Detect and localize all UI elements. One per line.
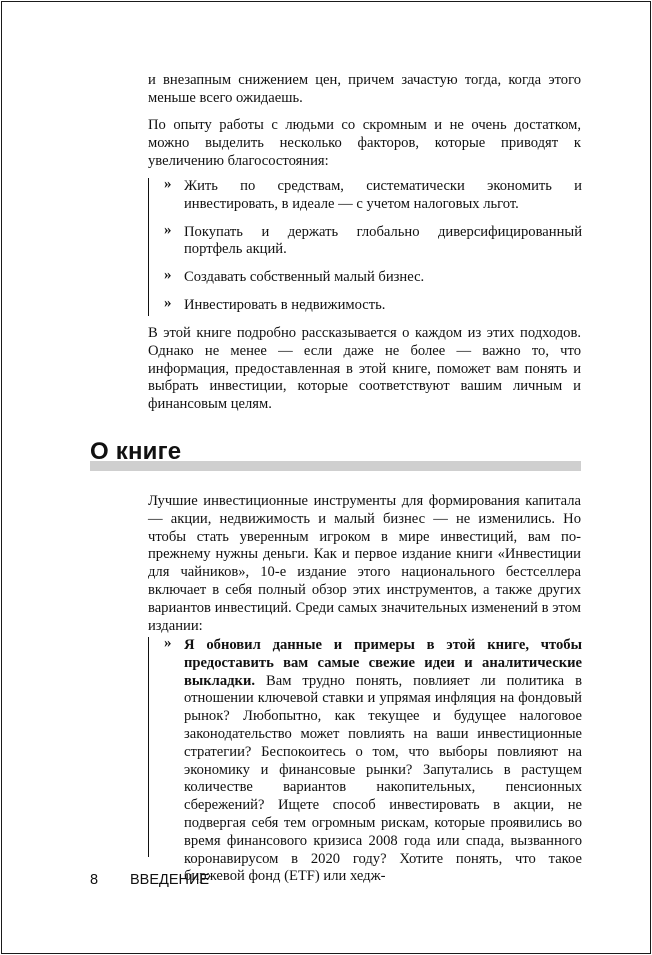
bullet-marker-icon: »: [164, 267, 172, 284]
running-header-section: ВВЕДЕНИЕ: [130, 872, 210, 888]
list-item: [149, 178, 582, 214]
list-item-text: Покупать и держать глобально диверсифицированный портфель акций.: [184, 223, 582, 258]
list-item-text: Инвестировать в недвижимость.: [184, 296, 386, 313]
page-footer: [90, 870, 209, 890]
bullet-list: [148, 178, 582, 316]
list-item-text: Жить по средствам, систематически экономить и инвестировать, в идеале — с учетом налоговых льгот.: [184, 178, 582, 212]
paragraph-3: В этой книге подробно рассказывается о каждом из этих подходов. Однако не менее — если даже не более — важно то, что информация, предоставленная в этой книге, поможет вам понять и выбрать инвестиции, которые соответствуют вашим личным и финансовым целям.: [148, 325, 581, 413]
list-item-lead: Я обновил данные и примеры в этой книге, чтобы предоставить вам самые свежие идеи и аналитические выкладки.: [184, 637, 582, 689]
page-number: 8: [90, 872, 99, 888]
bullet-marker-icon: »: [164, 635, 172, 651]
paragraph-4: Лучшие инвестиционные инструменты для формирования капитала — акции, недвижимость и малый бизнес — не изменились. Но чтобы стать уверенным игроком в мире инвестиций, вам по-прежнему нужны деньги. Как и первое издание книги «Инвестиции для чайников», 10-е издание этого национального бестселлера включает в себя полный обзор этих инструментов, а также других вариантов инвестиций. Среди самых значительных изменений в этом издании:: [148, 493, 581, 634]
paragraph-2: По опыту работы с людьми со скромным и не очень достатком, можно выделить несколько факторов, которые приводят к увеличению благосостояния:: [148, 117, 581, 169]
paragraph-1: и внезапным снижением цен, причем зачастую тогда, когда этого меньше всего ожидаешь.: [148, 72, 581, 106]
bullet-marker-icon: »: [164, 221, 172, 238]
list-item: [149, 294, 582, 315]
section-heading: О книге: [90, 438, 182, 465]
bullet-marker-icon: »: [164, 176, 172, 192]
bullet-marker-icon: »: [164, 294, 172, 311]
list-item: [149, 221, 582, 260]
list-item: [149, 269, 582, 287]
list-item: [149, 637, 582, 886]
list-item-text: Вам трудно понять, повлияет ли политика в отношении ключевой ставки и упрямая инфляция на фондовый рынок? Любопытно, как текущее и будущее налоговое законодательство может повлиять на ваши инвестиционные стратегии? Беспокоитесь о том, что выборы повлияют на экономику и финансовые рынки? Запутались в растущем количестве вариантов накопительных, пенсионных сбережений? Ищете способ инвестировать в акции, не подвергая себя тем огромным рискам, которые проявились во время финансового кризиса 2008 года или спада, вызванного коронавирусом в 2020 году? Хотите понять, что такое биржевой фонд (ETF) или хедж-: [184, 672, 582, 885]
list-item-text: Создавать собственный малый бизнес.: [184, 269, 425, 286]
